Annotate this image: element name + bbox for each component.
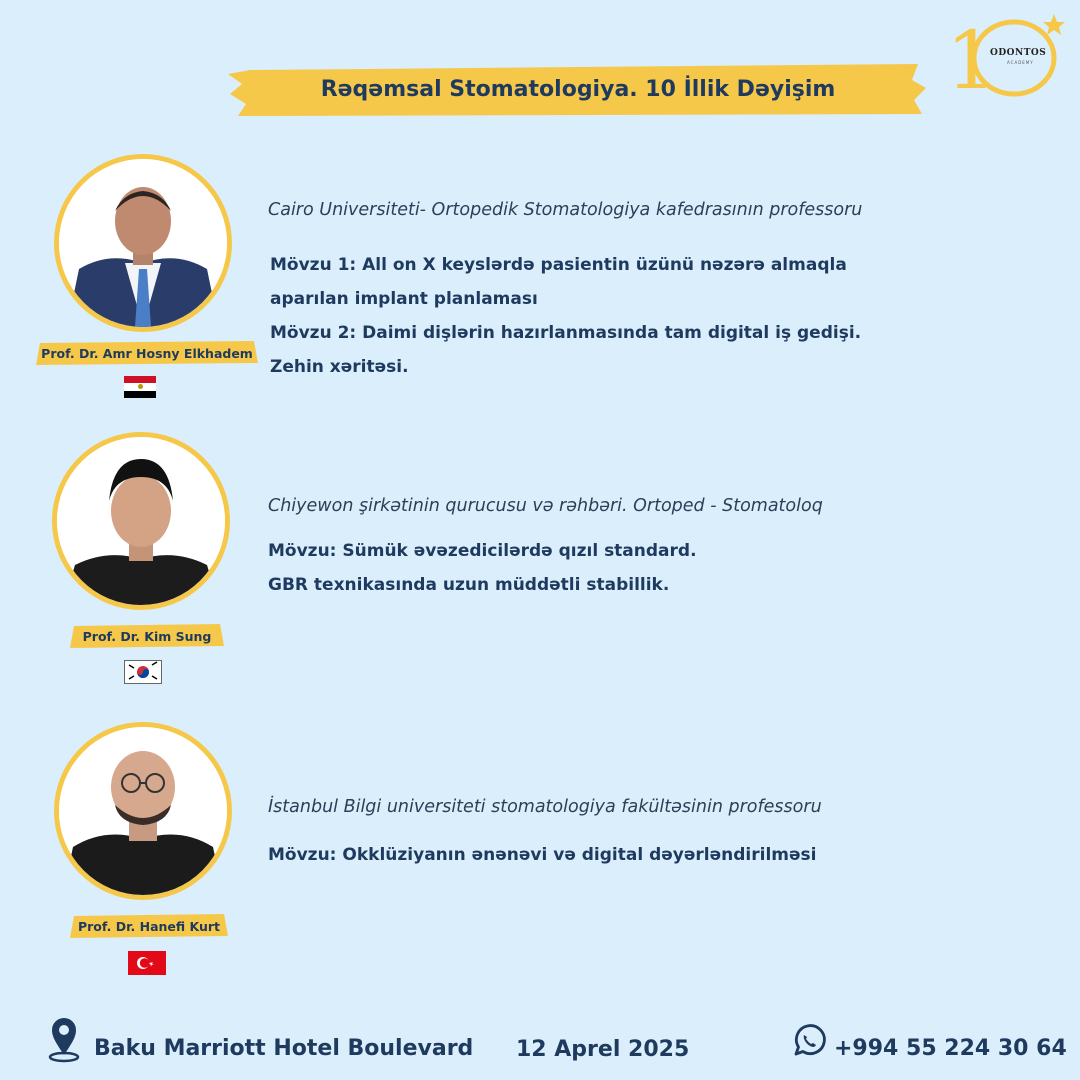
whatsapp-icon [792,1024,826,1058]
turkey-flag-icon [128,951,166,975]
egypt-flag-icon [124,376,156,398]
speaker-affiliation: Chiyewon şirkətinin qurucusu və rəhbəri. Ortoped - Stomatoloq [268,496,823,516]
speaker-topic [268,838,948,872]
speaker-name: Prof. Dr. Kim Sung [82,628,212,644]
speaker-affiliation: Cairo Universiteti- Ortopedik Stomatologiya kafedrasının professoru [268,200,863,220]
odontos-academy-logo [944,10,1074,100]
topic-line: Zehin xəritəsi. [270,357,409,377]
event-date: 12 Aprel 2025 [516,1037,690,1062]
topic-line: Mövzu: Sümük əvəzedicilərdə qızıl standard. [268,541,697,561]
title-banner [228,60,928,118]
speaker-photo [54,722,232,900]
logo-brand: ODONTOS [990,48,1047,58]
speaker-name-tag [34,339,260,367]
logo-number: 1 [946,14,997,100]
speaker-topic [270,248,950,384]
location-pin-icon [46,1015,82,1063]
south-korea-flag-icon [124,660,162,684]
topic-line: aparılan implant planlaması [270,289,538,309]
speaker-photo [54,154,232,332]
speaker-name-tag [68,622,226,650]
phone-number[interactable]: +994 55 224 30 64 [834,1036,1067,1061]
speaker-affiliation: İstanbul Bilgi universiteti stomatologiya fakültəsinin professoru [268,797,822,817]
speaker-name: Prof. Dr. Amr Hosny Elkhadem [41,345,253,361]
venue-label: Baku Marriott Hotel Boulevard [94,1036,474,1061]
speaker-topic [268,534,948,602]
logo-sub: ACADEMY [1007,60,1034,65]
topic-line: GBR texnikasında uzun müddətli stabillik. [268,575,670,595]
page-title: Rəqəmsal Stomatologiya. 10 İllik Dəyişim [320,76,836,102]
speaker-name-tag [68,912,230,940]
topic-line: Mövzu: Okklüziyanın ənənəvi və digital dəyərləndirilməsi [268,845,817,865]
speaker-name: Prof. Dr. Hanefi Kurt [77,918,221,934]
topic-line: Mövzu 2: Daimi dişlərin hazırlanmasında tam digital iş gedişi. [270,323,862,343]
speaker-photo [52,432,230,610]
topic-line: Mövzu 1: All on X keyslərdə pasientin üzünü nəzərə almaqla [270,255,847,275]
